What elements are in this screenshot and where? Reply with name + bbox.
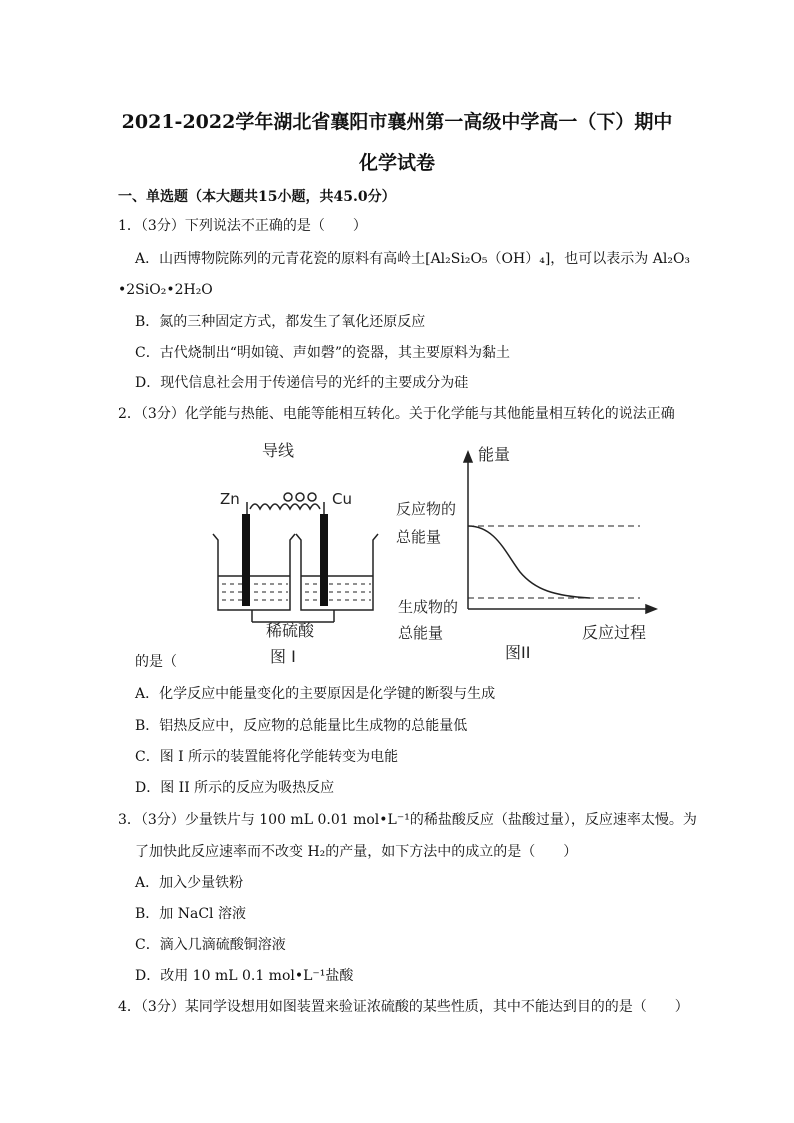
question-1-stem: 1．（3分）下列说法不正确的是（ ）	[118, 218, 367, 234]
question-3-option-c: C．滴入几滴硫酸铜溶液	[135, 937, 286, 953]
question-1-option-c: C．古代烧制出“明如镜、声如磬”的瓷器，其主要原料为黏土	[135, 345, 511, 361]
document-title-line1: 2021-2022学年湖北省襄阳市襄州第一高级中学高一（下）期中	[121, 111, 673, 133]
zinc-electrode	[242, 514, 250, 606]
acid-label: 稀硫酸	[266, 621, 315, 640]
question-1-option-a: A．山西博物院陈列的元青花瓷的原料有高岭土[Al₂Si₂O₅（OH）₄]，也可以表示为 Al₂O₃	[135, 251, 691, 267]
question-4-stem: 4．（3分）某同学设想用如图装置来验证浓硫酸的某些性质，其中不能达到目的的是（ ）	[118, 999, 689, 1015]
wire-label: 导线	[262, 441, 295, 460]
question-2-option-d: D．图 II 所示的反应为吸热反应	[135, 780, 335, 796]
energy-axis-label: 能量	[478, 445, 511, 464]
question-3-option-a: A．加入少量铁粉	[135, 875, 244, 891]
cu-label: Cu	[332, 490, 352, 508]
section-header: 一、单选题（本大题共15小题，共45.0分）	[118, 189, 396, 205]
figure-1-caption: 图 I	[270, 647, 296, 666]
question-3-option-b: B．加 NaCl 溶液	[135, 906, 246, 922]
galvanic-cell-diagram	[213, 493, 378, 622]
energy-diagram	[464, 452, 656, 613]
copper-electrode	[320, 514, 328, 606]
question-2-stem: 2．（3分）化学能与热能、电能等能相互转化。关于化学能与其他能量相互转化的说法正确	[118, 406, 675, 422]
question-3-stem: 3．（3分）少量铁片与 100 mL 0.01 mol•L⁻¹的稀盐酸反应（盐酸过量），反应速率太慢。为	[118, 812, 697, 828]
question-2-option-c: C．图 I 所示的装置能将化学能转变为电能	[135, 749, 399, 765]
figure-2-caption: 图II	[505, 643, 531, 662]
energy-curve	[468, 526, 590, 598]
zn-label: Zn	[220, 490, 240, 508]
question-2-option-a: A．化学反应中能量变化的主要原因是化学键的断裂与生成	[135, 686, 496, 702]
process-axis-label: 反应过程	[582, 623, 647, 642]
product-energy-label-2: 总能量	[398, 624, 444, 642]
document-title-line2: 化学试卷	[358, 152, 435, 174]
question-3-stem-cont: 了加快此反应速率而不改变 H₂的产量，如下方法中的成立的是（ ）	[135, 844, 578, 860]
reactant-energy-label-1: 反应物的	[396, 500, 457, 518]
question-1-option-d: D．现代信息社会用于传递信号的光纤的主要成分为硅	[135, 375, 469, 391]
question-3-option-d: D．改用 10 mL 0.1 mol•L⁻¹盐酸	[135, 968, 354, 984]
product-energy-label-1: 生成物的	[398, 598, 459, 616]
question-2-option-b: B．铝热反应中，反应物的总能量比生成物的总能量低	[135, 718, 468, 734]
reactant-energy-label-2: 总能量	[396, 528, 442, 546]
question-1-option-b: B．氮的三种固定方式，都发生了氧化还原反应	[135, 314, 426, 330]
question-2-figure	[200, 432, 670, 672]
question-1-option-a-cont: •2SiO₂•2H₂O	[118, 282, 213, 298]
question-2-stem-cont: 的是（	[135, 654, 177, 670]
